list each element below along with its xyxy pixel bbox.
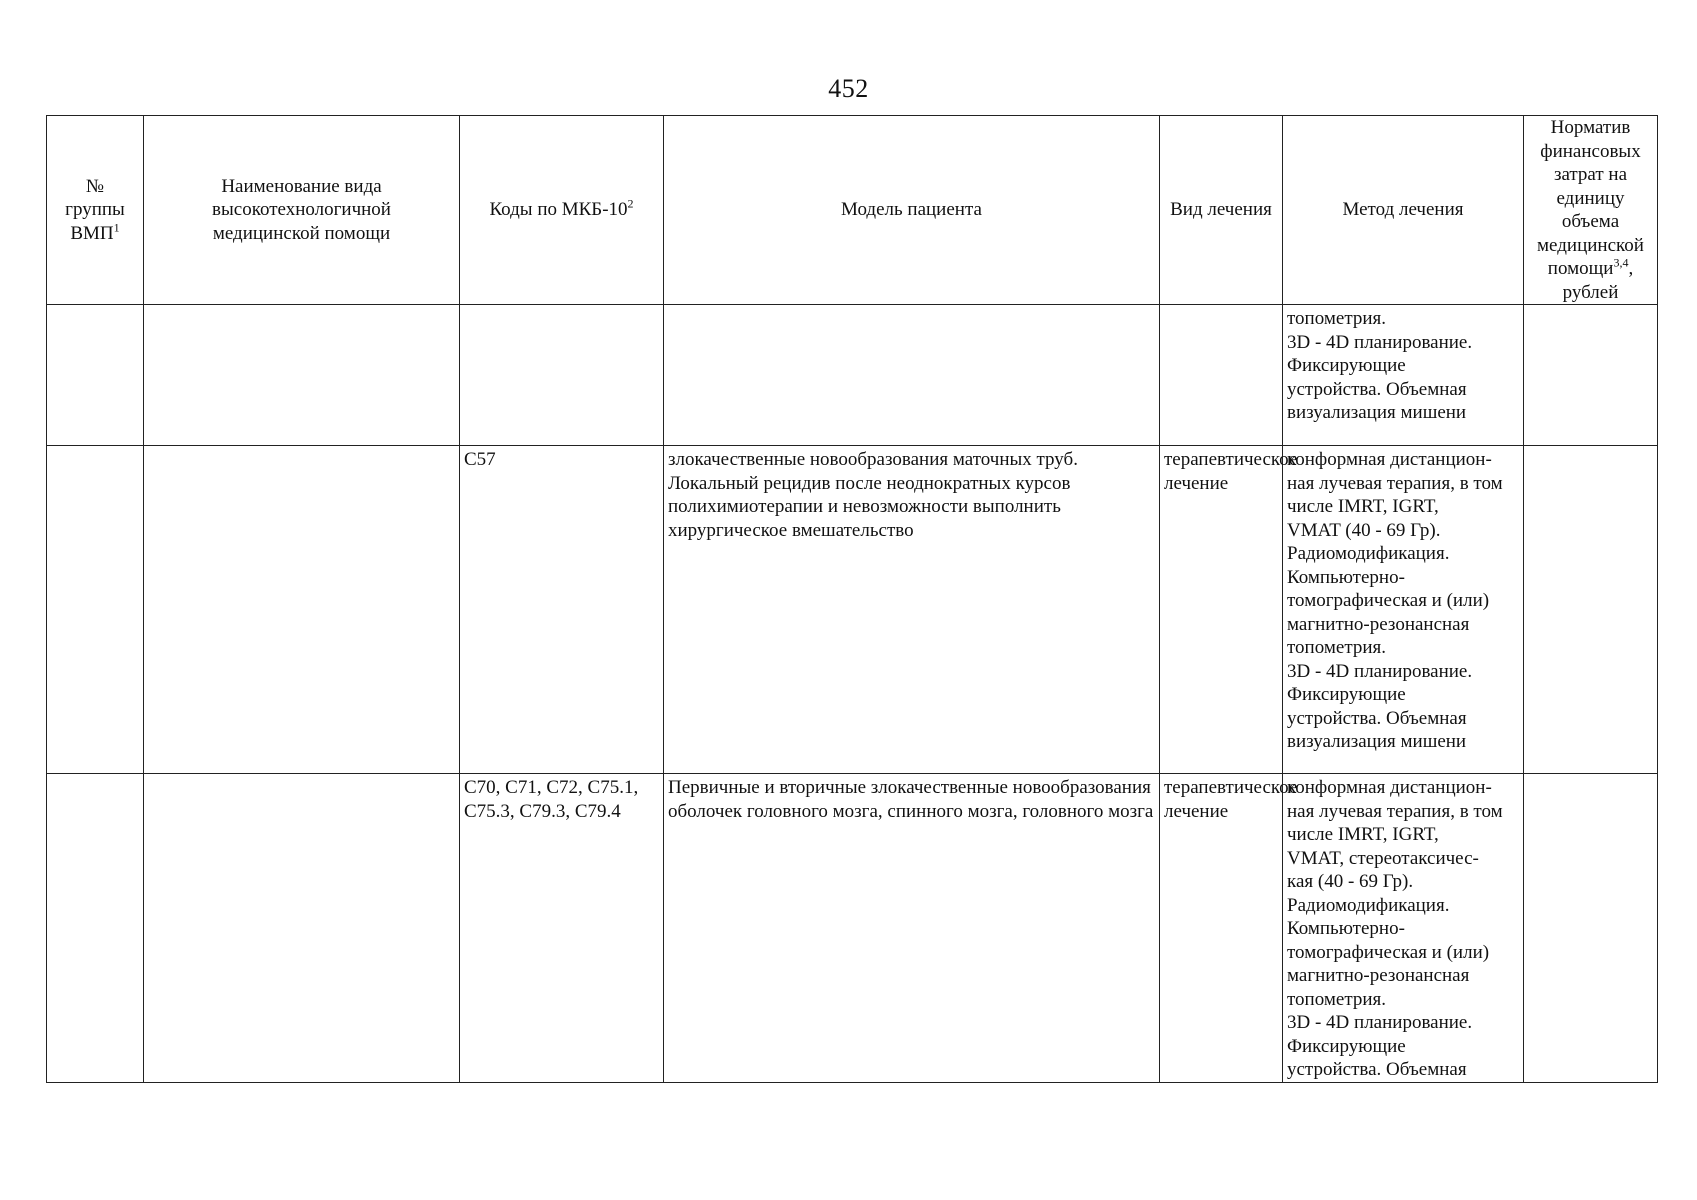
vmp-table	[46, 115, 1658, 1083]
method-line: ная лучевая терапия, в том	[1287, 472, 1503, 494]
method-line: 3D - 4D планирование.	[1287, 660, 1473, 682]
method-line: Радиомодификация.	[1287, 894, 1450, 916]
method-line: ная лучевая терапия, в том	[1287, 800, 1503, 822]
method-line: 3D - 4D планирование.	[1287, 331, 1473, 353]
cell-patient-model	[664, 305, 1160, 446]
header-icd-codes: Коды по МКБ-$10^2$	[460, 116, 664, 305]
cell-cost	[1524, 446, 1658, 774]
method-line: VMAT (40 - 69 Гр).	[1287, 519, 1441, 541]
method-line: топометрия.	[1287, 988, 1387, 1010]
method-line: томографическая и (или)	[1287, 590, 1490, 611]
table-header-row	[47, 116, 1658, 305]
cell-treatment-method	[1283, 774, 1524, 1083]
cell-patient-model: злокачественные новообразования маточных труб. Локальный рецидив после неоднократных курсов полихимиотерапии и невозможности выполнить хирургическое вмешательство	[664, 446, 1160, 774]
cell-treatment-method	[1283, 446, 1524, 774]
header-cost-norm: Норматив финансовых затрат на единицу объема медицинской помощи$^{3,4}$, рублей	[1524, 116, 1658, 305]
method-line: магнитно-резонансная	[1287, 965, 1470, 986]
method-line: топометрия.	[1287, 637, 1387, 658]
cell-patient-model: Первичные и вторичные злокачественные новообразования оболочек головного мозга, спинного мозга, головного мозга	[664, 774, 1160, 1083]
cell-cost	[1524, 774, 1658, 1083]
header-treatment-method: Метод лечения	[1283, 116, 1524, 305]
cell-icd-codes	[460, 305, 664, 446]
cell-treatment-type	[1160, 305, 1283, 446]
cell-treatment-type: терапевтическое лечение	[1160, 446, 1283, 774]
method-line: Фиксирующие	[1287, 355, 1406, 376]
method-line: Радиомодификация.	[1287, 543, 1450, 564]
method-line: топометрия.	[1287, 308, 1387, 329]
method-line: VMAT, стереотаксичес-	[1287, 847, 1479, 869]
header-group-no: № группы ВМП$^1$	[47, 116, 144, 305]
method-line: 3D - 4D планирование.	[1287, 1012, 1473, 1033]
cell-group-no	[47, 305, 144, 446]
page-number: 452	[828, 74, 869, 103]
method-line: конформная дистанцион-	[1287, 777, 1492, 798]
method-line: Фиксирующие	[1287, 1035, 1406, 1057]
cell-vmp-name	[144, 305, 460, 446]
method-line: Компьютерно-	[1287, 918, 1405, 939]
header-vmp-name: Наименование вида высокотехнологичной медицинской помощи	[144, 116, 460, 305]
cell-icd-codes: C57	[460, 446, 664, 774]
method-line: магнитно-резонансная	[1287, 613, 1470, 635]
cell-cost	[1524, 305, 1658, 446]
header-treatment-type: Вид лечения	[1160, 116, 1283, 305]
method-line: визуализация мишени	[1287, 731, 1467, 752]
cell-group-no	[47, 774, 144, 1083]
cell-vmp-name	[144, 446, 460, 774]
cell-vmp-name	[144, 774, 460, 1083]
method-line: конформная дистанцион-	[1287, 449, 1492, 470]
cell-icd-codes: C70, C71, C72, C75.1, C75.3, C79.3, C79.4	[460, 774, 664, 1083]
method-line: устройства. Объемная	[1287, 1059, 1467, 1080]
cell-treatment-method	[1283, 305, 1524, 446]
method-line: устройства. Объемная	[1287, 707, 1467, 729]
method-line: томографическая и (или)	[1287, 941, 1490, 963]
method-line: числе IMRT, IGRT,	[1287, 496, 1439, 517]
table-row	[47, 774, 1658, 1083]
cell-group-no	[47, 446, 144, 774]
method-line: кая (40 - 69 Гр).	[1287, 871, 1414, 892]
method-line: Фиксирующие	[1287, 684, 1406, 705]
cell-treatment-type: терапевтическое лечение	[1160, 774, 1283, 1083]
table-row	[47, 446, 1658, 774]
table-row	[47, 305, 1658, 446]
method-line: числе IMRT, IGRT,	[1287, 824, 1439, 845]
header-patient-model: Модель пациента	[664, 116, 1160, 305]
method-line: визуализация мишени	[1287, 402, 1467, 423]
method-line: устройства. Объемная	[1287, 378, 1467, 400]
method-line: Компьютерно-	[1287, 566, 1405, 588]
